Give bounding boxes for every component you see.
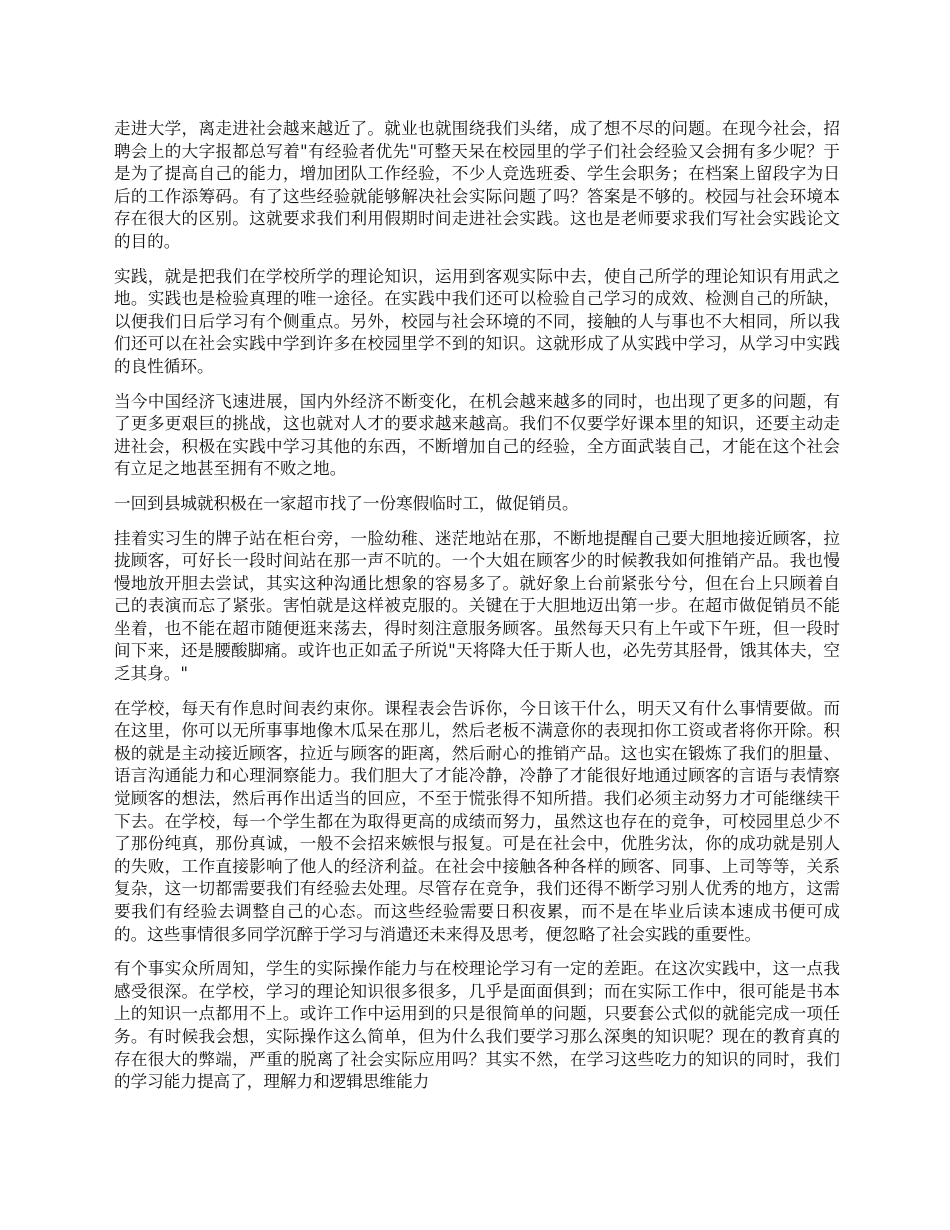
paragraph-practice-definition: 实践，就是把我们在学校所学的理论知识，运用到客观实际中去，使自己所学的理论知识有用武之地。实践也是检验真理的唯一途径。在实践中我们还可以检验自己学习的成效、检测自己的所缺，以便我们日后学习有个侧重点。另外，校园与社会环境的不同，接触的人与事也不大相同，所以我们还可以在社会实践中学到许多在校园里学不到的知识。这就形成了从实践中学习，从学习中实践的良性循环。 xyxy=(114,266,840,376)
document-page xyxy=(114,118,840,1106)
paragraph-school-vs-society: 在学校，每天有作息时间表约束你。课程表会告诉你，今日该干什么，明天又有什么事情要做。而在这里，你可以无所事事地像木瓜呆在那儿，然后老板不满意你的表现扣你工资或者将你开除。积极的就是主动接近顾客，拉近与顾客的距离，然后耐心的推销产品。这也实在锻炼了我们的胆量、语言沟通能力和心理洞察能力。我们胆大了才能冷静，冷静了才能很好地通过顾客的言语与表情察觉顾客的想法，然后再作出适当的回应，不至于慌张得不知所措。我们必须主动努力才可能继续干下去。在学校，每一个学生都在为取得更高的成绩而努力，虽然这也存在的竞争，可校园里总少不了那份纯真，那份真诚，一般不会招来嫉恨与报复。可是在社会中，优胜劣汰，你的成功就是别人的失败，工作直接影响了他人的经济利益。在社会中接触各种各样的顾客、同事、上司等等，关系复杂，这一切都需要我们有经验去处理。尽管存在竞争，我们还得不断学习别人优秀的地方，这需要我们有经验去调整自己的心态。而这些经验需要日积夜累，而不是在毕业后读本速成书便可成的。这些事情很多同学沉醉于学习与消遣还未来得及思考，便忽略了社会实践的重要性。 xyxy=(114,698,840,944)
paragraph-job: 一回到县城就积极在一家超市找了一份寒假临时工，做促销员。 xyxy=(114,493,579,513)
paragraph-theory-vs-practice: 有个事实众所周知，学生的实际操作能力与在校理论学习有一定的差距。在这次实践中，这一点我感受很深。在学校，学习的理论知识很多很多，几乎是面面俱到；而在实际工作中，很可能是书本上的知识一点都用不上。或许工作中运用到的只是很简单的问题，只要套公式似的就能完成一项任务。有时候我会想，实际操作这么简单，但为什么我们要学习那么深奥的知识呢？现在的教育真的存在很大的弊端，严重的脱离了社会实际应用吗？其实不然，在学习这些吃力的知识的同时，我们的学习能力提高了，理解力和逻辑思维能力 xyxy=(114,959,840,1092)
paragraph-economy: 当今中国经济飞速进展，国内外经济不断变化，在机会越来越多的同时，也出现了更多的问题，有了更多更艰巨的挑战，这也就对人才的要求越来越高。我们不仅要学好课本里的知识，还要主动走进社会，积极在实践中学习其他的东西，不断增加自己的经验，全方面武装自己，才能在这个社会有立足之地甚至拥有不败之地。 xyxy=(114,391,840,479)
paragraph-sales-experience: 挂着实习生的牌子站在柜台旁，一脸幼稚、迷茫地站在那，不断地提醒自己要大胆地接近顾客，拉拢顾客，可好长一段时间站在那一声不吭的。一个大姐在顾客少的时候教我如何推销产品。我也慢慢地放开胆去尝试，其实这种沟通比想象的容易多了。就好象上台前紧张兮兮，但在台上只顾着自己的表演而忘了紧张。害怕就是这样被克服的。关键在于大胆地迈出第一步。在超市做促销员不能坐着，也不能在超市随便逛来荡去，得时刻注意服务顾客。虽然每天只有上午或下午班，但一段时间下来，还是腰酸脚痛。或许也正如孟子所说"天将降大任于斯人也，必先劳其胫骨，饿其体夫，空乏其身。" xyxy=(114,528,840,684)
paragraph-intro: 走进大学，离走进社会越来越近了。就业也就围绕我们头绪，成了想不尽的问题。在现今社会，招聘会上的大字报都总写着"有经验者优先"可整天呆在校园里的学子们社会经验又会拥有多少呢？于是为了提高自己的能力，增加团队工作经验，不少人竞选班委、学生会职务；在档案上留段字为日后的工作添筹码。有了这些经验就能够解决社会实际问题了吗？答案是不够的。校园与社会环境本存在很大的区别。这就要求我们利用假期时间走进社会实践。这也是老师要求我们写社会实践论文的目的。 xyxy=(114,119,840,251)
